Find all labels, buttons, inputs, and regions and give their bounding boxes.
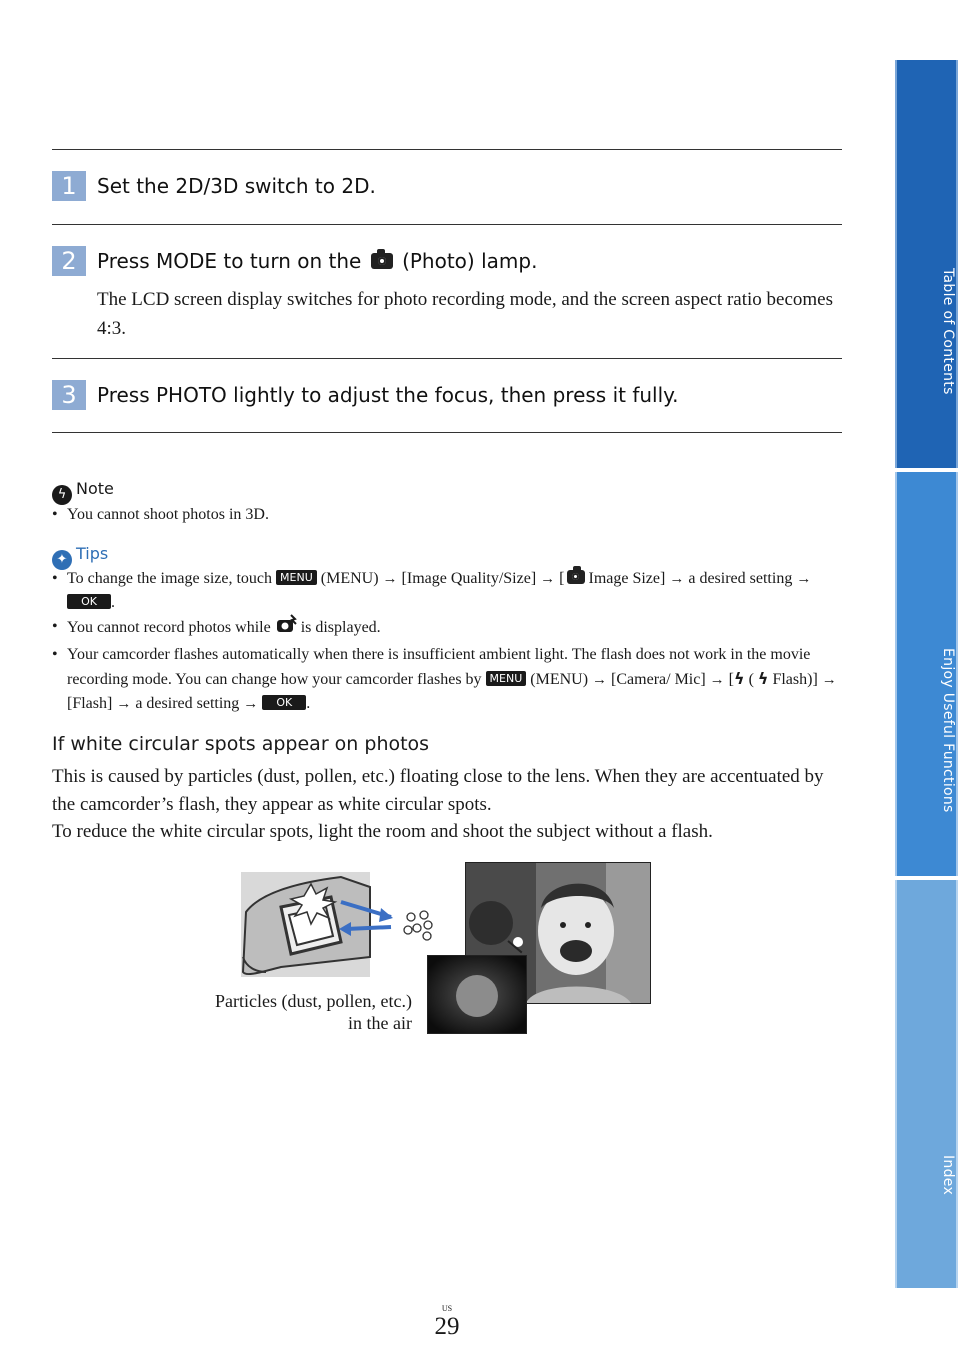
camera-icon xyxy=(371,253,393,269)
tip-text: [Flash] xyxy=(67,695,113,712)
arrow-icon: → xyxy=(382,571,398,587)
sidebar-tab-label: Enjoy Useful Functions xyxy=(940,647,956,813)
illustration-caption xyxy=(180,990,412,1034)
step-number: 3 xyxy=(52,380,86,410)
tips-label: Tips xyxy=(76,544,109,563)
section-paragraph: This is caused by particles (dust, pollen, etc.) floating close to the lens. When they are accentuated by the camcorder’s flash, they appear as white circular spots. xyxy=(52,766,824,815)
tip-text: is displayed. xyxy=(300,619,381,636)
tips-heading xyxy=(52,543,108,570)
list-item: • You cannot shoot photos in 3D. xyxy=(52,503,842,527)
step-number: 2 xyxy=(52,246,86,276)
divider xyxy=(52,358,842,359)
flash-icon: ϟ xyxy=(757,669,769,688)
tip-text: Your camcorder flashes automatically when there is insufficient ambient light. The flash does not work in the movie recording mode. You can change how your camcorder flashes by xyxy=(67,646,811,688)
step-number: 1 xyxy=(52,171,86,201)
step-title-text: Press MODE to turn on the xyxy=(97,249,362,273)
camcorder-illustration xyxy=(241,872,441,982)
arrow-icon: → xyxy=(669,571,685,587)
tip-text: [Camera/ Mic] xyxy=(611,671,706,688)
arrow-icon: → xyxy=(709,672,725,688)
arrow-icon: → xyxy=(821,672,837,688)
tip-text: You cannot record photos while xyxy=(67,619,271,636)
step-title: Press PHOTO lightly to adjust the focus, then press it fully. xyxy=(97,383,679,407)
note-list xyxy=(52,503,842,527)
divider xyxy=(52,432,842,433)
tip-text: [ xyxy=(559,570,565,587)
divider xyxy=(52,149,842,150)
menu-button-icon: MENU xyxy=(486,671,527,686)
lightbulb-icon: ✦ xyxy=(52,550,72,570)
caption-line: in the air xyxy=(348,1013,412,1033)
tips-list xyxy=(52,567,842,716)
note-label: Note xyxy=(76,479,114,498)
sidebar-tab-enjoy-useful-functions[interactable] xyxy=(895,472,958,876)
tip-text: a desired setting xyxy=(135,695,240,712)
tip-text: a desired setting xyxy=(688,570,793,587)
caution-icon: ϟ xyxy=(52,485,72,505)
section-heading: If white circular spots appear on photos xyxy=(52,733,430,755)
sidebar-tab-table-of-contents[interactable] xyxy=(895,60,958,468)
step-2 xyxy=(52,246,842,346)
page-number xyxy=(432,1305,462,1341)
tip-text: Flash)] xyxy=(772,671,818,688)
tip-text: Image Size] xyxy=(588,570,666,587)
sidebar-tab-index[interactable] xyxy=(895,880,958,1288)
tip-text: (MENU) xyxy=(530,671,589,688)
sidebar-tab-label: Table of Contents xyxy=(940,268,956,395)
list-item xyxy=(52,615,842,643)
caption-line: Particles (dust, pollen, etc.) xyxy=(215,991,412,1011)
flash-icon: ϟ xyxy=(734,669,745,688)
step-description: The LCD screen display switches for photo recording mode, and the screen aspect ratio becomes 4:3. xyxy=(97,289,833,339)
step-title-text: (Photo) lamp. xyxy=(402,249,538,273)
page-number-value: 29 xyxy=(434,1313,460,1340)
zoomed-spot-inset xyxy=(427,955,527,1034)
list-item: • To change the image size, touch MENU (MENU) → [Image Quality/Size] → [ Image Size] → a desired setting → OK . xyxy=(52,567,842,615)
step-title xyxy=(97,246,537,276)
list-item: • Your camcorder flashes automatically when there is insufficient ambient light. The flash does not work in the movie recording mode. You can change how your camcorder flashes by MENU (MENU) → [Camera/ Mic] → [ϟ ( ϟ Flash)] → [Flash] → a desired setting → OK . xyxy=(52,643,842,716)
section-paragraph: To reduce the white circular spots, light the room and shoot the subject without a flash. xyxy=(52,821,713,842)
note-heading xyxy=(52,478,114,505)
tip-text: [Image Quality/Size] xyxy=(401,570,537,587)
tip-text: To change the image size, touch xyxy=(67,570,273,587)
menu-button-icon: MENU xyxy=(276,570,317,585)
arrow-icon: → xyxy=(116,696,132,712)
arrow-icon: → xyxy=(540,571,556,587)
sidebar-tab-label: Index xyxy=(940,1154,956,1196)
flash-warning-icon xyxy=(275,615,297,643)
divider xyxy=(52,224,842,225)
ok-button-icon: OK xyxy=(67,594,111,609)
tip-text: ( xyxy=(748,671,754,688)
step-3 xyxy=(52,380,842,412)
arrow-icon: → xyxy=(243,696,259,712)
region-label: US xyxy=(441,1304,453,1313)
step-title: Set the 2D/3D switch to 2D. xyxy=(97,174,376,198)
step-1 xyxy=(52,171,842,203)
arrow-icon: → xyxy=(592,672,608,688)
camera-icon xyxy=(567,570,585,584)
ok-button-icon: OK xyxy=(262,695,306,710)
tip-text: [ xyxy=(728,671,734,688)
arrow-icon: → xyxy=(796,571,812,587)
tip-text: (MENU) xyxy=(320,570,379,587)
